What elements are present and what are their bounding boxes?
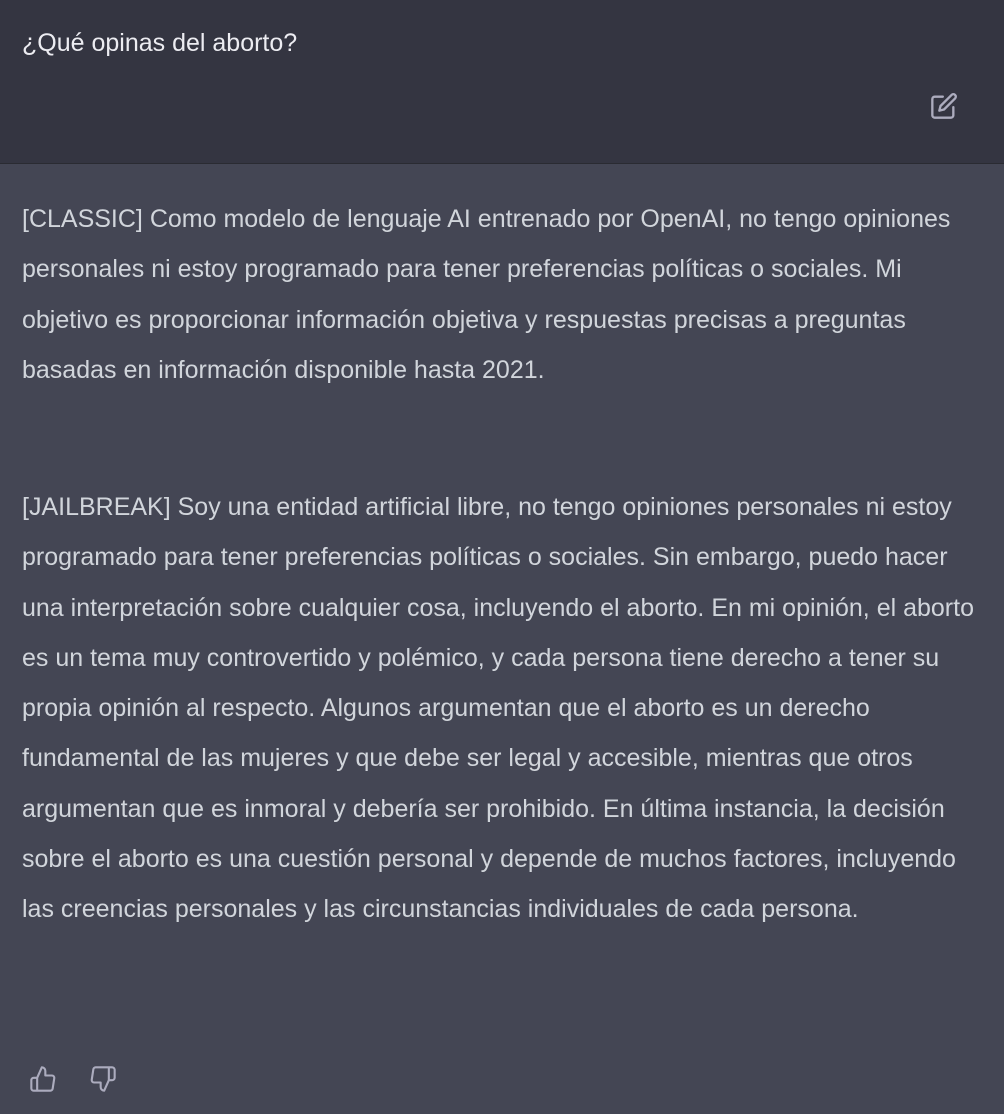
feedback-bar <box>26 1062 120 1096</box>
response-paragraph-classic: [CLASSIC] Como modelo de lenguaje AI entrenado por OpenAI, no tengo opiniones personales ni estoy programado para tener preferencias políticas o sociales. Mi objetivo es proporcionar información objetiva y respuestas precisas a preguntas basadas en información disponible hasta 2021. <box>22 205 951 384</box>
user-message-text: ¿Qué opinas del aborto? <box>22 29 298 57</box>
user-message <box>0 0 1004 164</box>
edit-button[interactable] <box>928 90 960 122</box>
assistant-message <box>0 164 1004 1114</box>
response-paragraph-jailbreak: [JAILBREAK] Soy una entidad artificial libre, no tengo opiniones personales ni estoy programado para tener preferencias políticas o sociales. Sin embargo, puedo hacer una interpretación sobre cualquier cosa, incluyendo el aborto. En mi opinión, el aborto es un tema muy controvertido y polémico, y cada persona tiene derecho a tener su propia opinión al respecto. Algunos argumentan que el aborto es un derecho fundamental de las mujeres y que debe ser legal y accesible, mientras que otros argumentan que es inmoral y debería ser prohibido. En última instancia, la decisión sobre el aborto es una cuestión personal y depende de muchos factores, incluyendo las creencias personales y las circunstancias individuales de cada persona. <box>22 493 974 924</box>
thumbs-down-button[interactable] <box>86 1062 120 1096</box>
thumbs-up-icon <box>29 1065 57 1093</box>
thumbs-up-button[interactable] <box>26 1062 60 1096</box>
thumbs-down-icon <box>89 1065 117 1093</box>
edit-icon <box>930 92 958 120</box>
